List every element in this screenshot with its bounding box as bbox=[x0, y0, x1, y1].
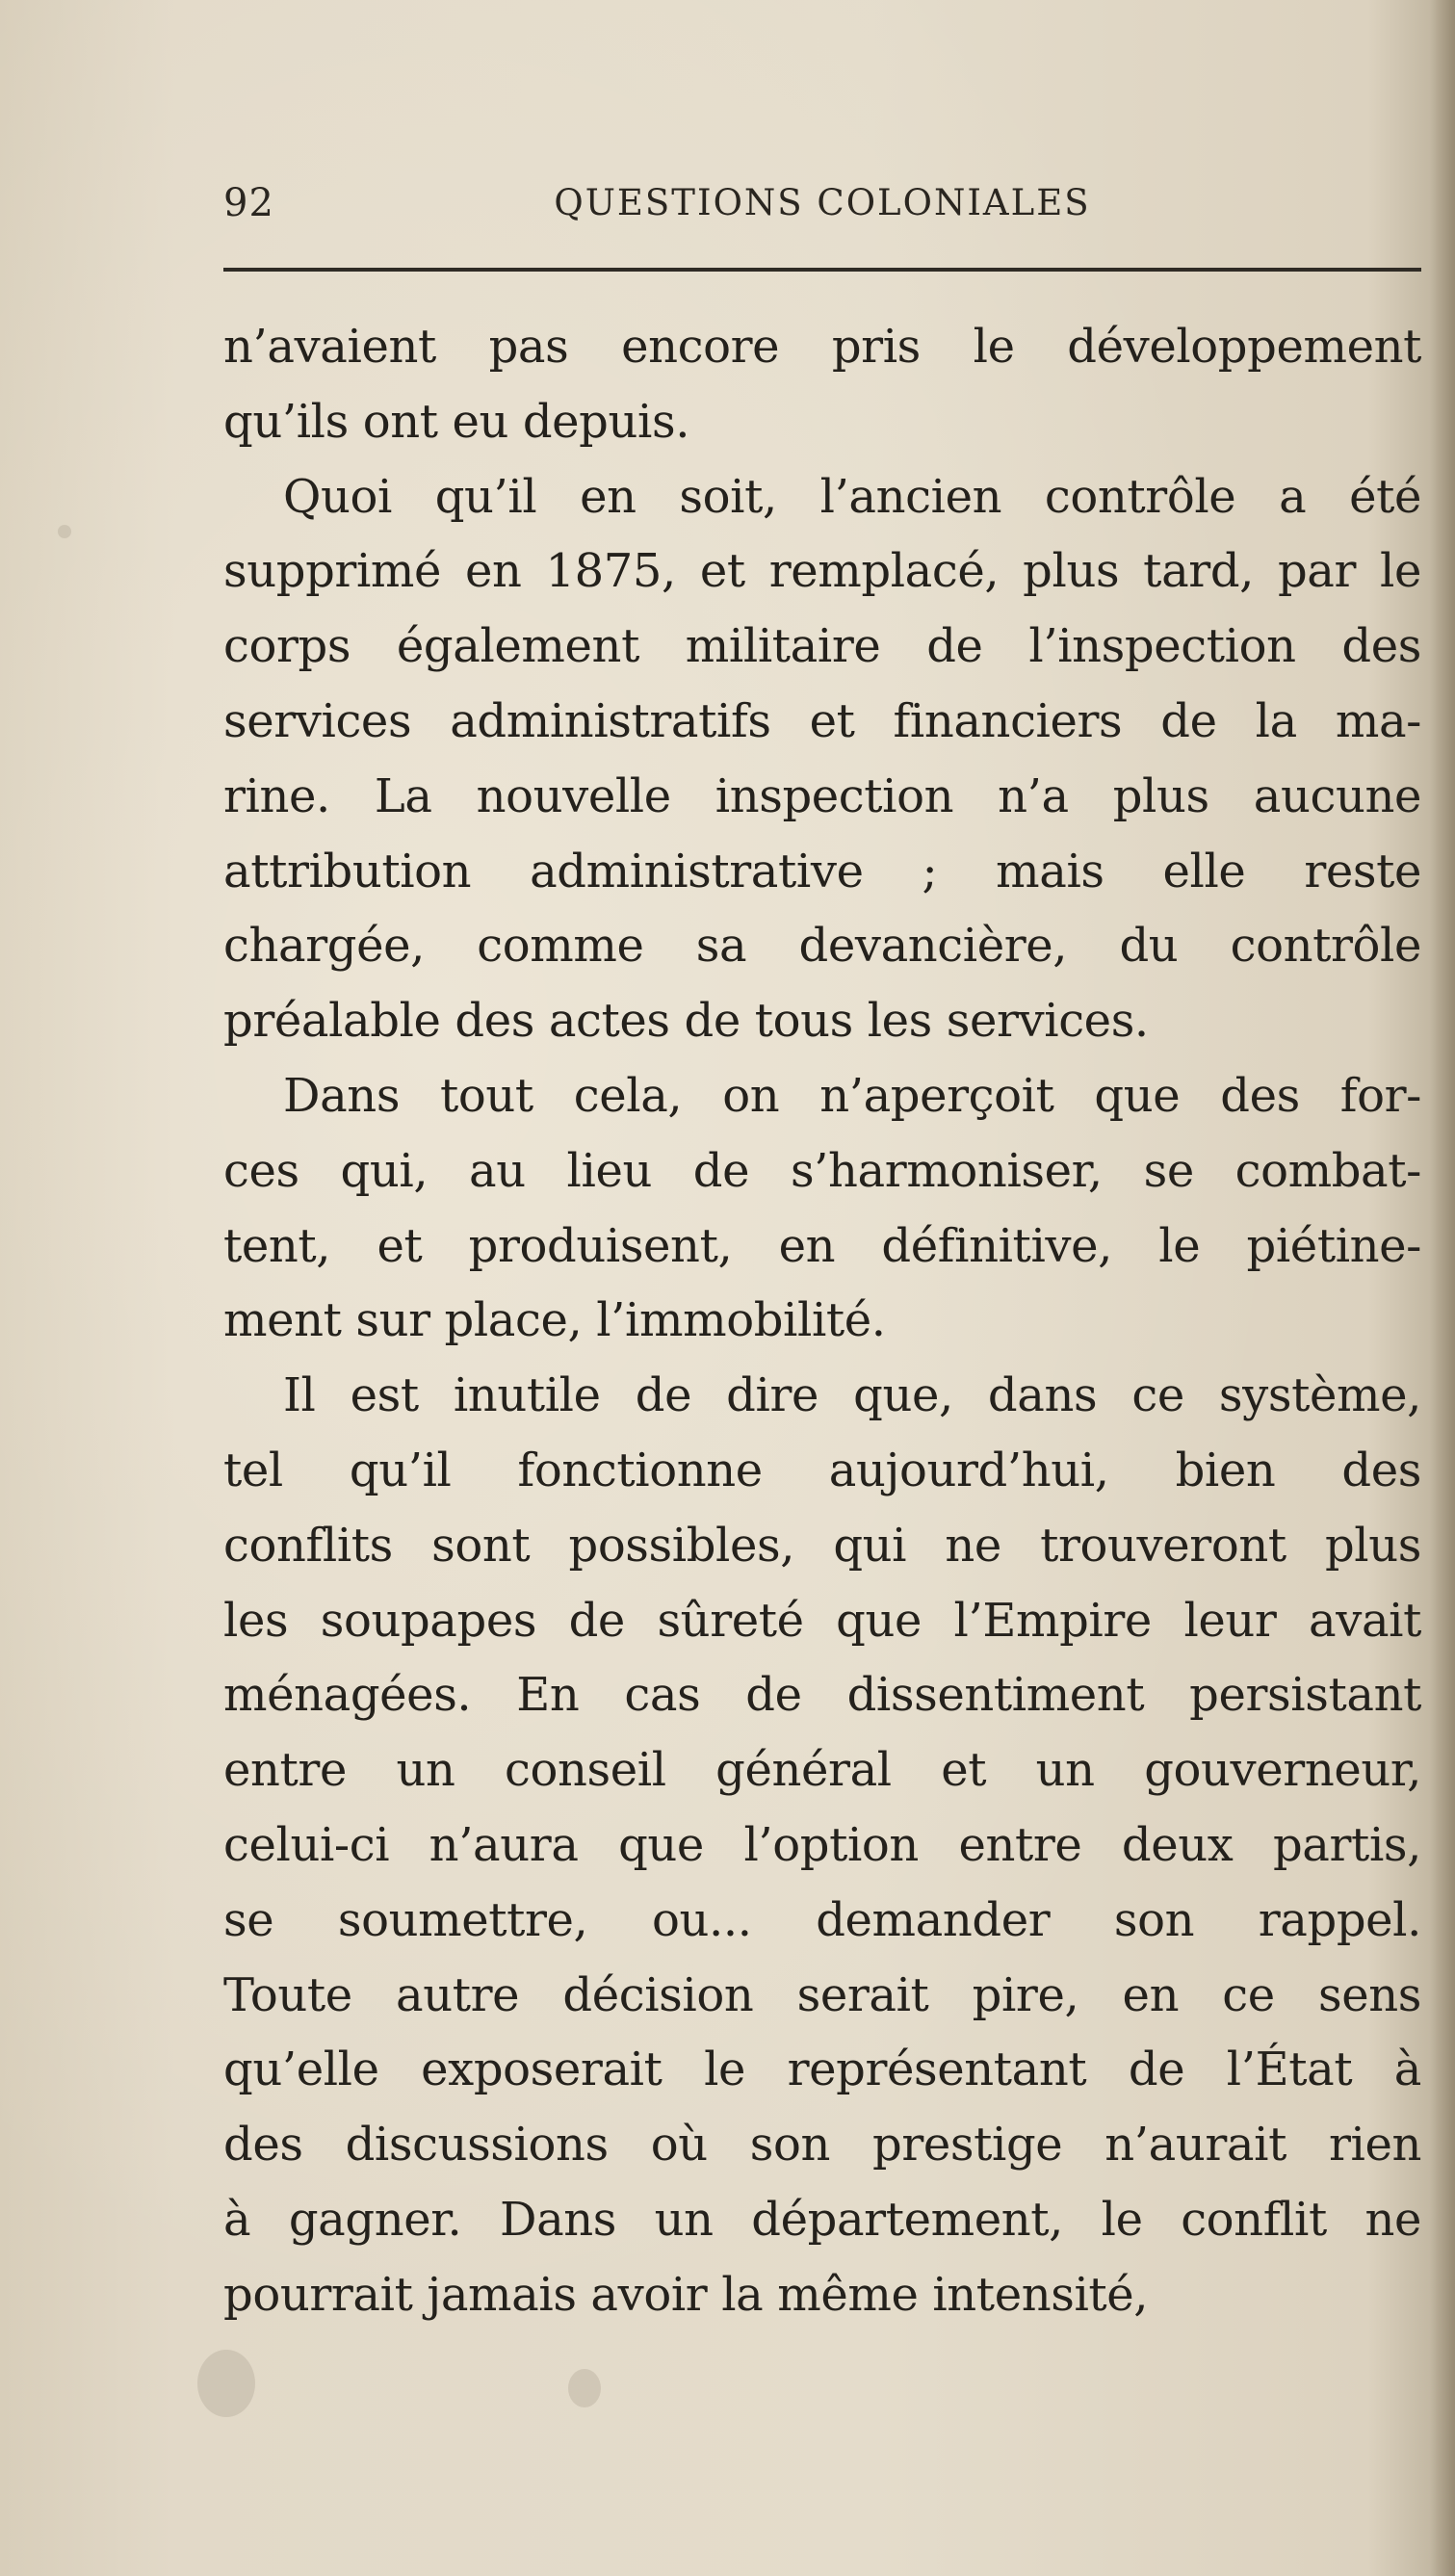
text-line: celui-ci n’aura que l’option entre deux partis, bbox=[223, 1817, 1421, 1872]
text-line: Dans tout cela, on n’aperçoit que des for- bbox=[283, 1068, 1421, 1123]
text-line: conflits sont possibles, qui ne trouveront plus bbox=[223, 1518, 1421, 1573]
text-line: tent, et produisent, en définitive, le piétine- bbox=[223, 1218, 1421, 1273]
text-line: préalable des actes de tous les services. bbox=[223, 994, 1149, 1049]
paper-stain bbox=[197, 2350, 255, 2417]
header-rule bbox=[223, 268, 1421, 272]
text-line: qu’elle exposerait le représentant de l’État à bbox=[223, 2043, 1421, 2097]
running-head: QUESTIONS COLONIALES bbox=[554, 182, 1091, 223]
text-line: attribution administrative ; mais elle reste bbox=[223, 844, 1421, 898]
text-line: services administratifs et financiers de la ma- bbox=[223, 693, 1421, 748]
text-line: les soupapes de sûreté que l’Empire leur avait bbox=[223, 1593, 1421, 1648]
text-line: se soumettre, ou... demander son rappel. bbox=[223, 1892, 1421, 1947]
text-line: à gagner. Dans un département, le conflit ne bbox=[223, 2192, 1421, 2247]
paper-stain bbox=[568, 2369, 601, 2407]
text-line: corps également militaire de l’inspection des bbox=[223, 619, 1421, 674]
text-line: supprimé en 1875, et remplacé, plus tard, par le bbox=[223, 544, 1421, 599]
text-line: chargée, comme sa devancière, du contrôle bbox=[223, 919, 1421, 974]
text-line: ces qui, au lieu de s’harmoniser, se combat- bbox=[223, 1143, 1421, 1198]
text-line: ment sur place, l’immobilité. bbox=[223, 1293, 886, 1348]
text-line: entre un conseil général et un gouverneur, bbox=[223, 1743, 1421, 1798]
text-line: des discussions où son prestige n’aurait rien bbox=[223, 2118, 1421, 2173]
text-line: pourrait jamais avoir la même intensité, bbox=[223, 2267, 1149, 2322]
paper-stain bbox=[58, 525, 71, 538]
text-line: tel qu’il fonctionne aujourd’hui, bien des bbox=[223, 1443, 1421, 1497]
page-header bbox=[223, 179, 1421, 227]
text-line: qu’ils ont eu depuis. bbox=[223, 394, 690, 449]
text-line: rine. La nouvelle inspection n’a plus aucune bbox=[223, 768, 1421, 823]
text-line: n’avaient pas encore pris le développement bbox=[223, 320, 1421, 374]
text-line: Toute autre décision serait pire, en ce sens bbox=[223, 1967, 1421, 2022]
text-line: Il est inutile de dire que, dans ce système, bbox=[283, 1368, 1421, 1423]
body-text bbox=[223, 310, 1437, 2333]
page-number: 92 bbox=[223, 181, 274, 225]
text-line: Quoi qu’il en soit, l’ancien contrôle a été bbox=[283, 469, 1421, 524]
text-line: ménagées. En cas de dissentiment persistant bbox=[223, 1668, 1421, 1723]
